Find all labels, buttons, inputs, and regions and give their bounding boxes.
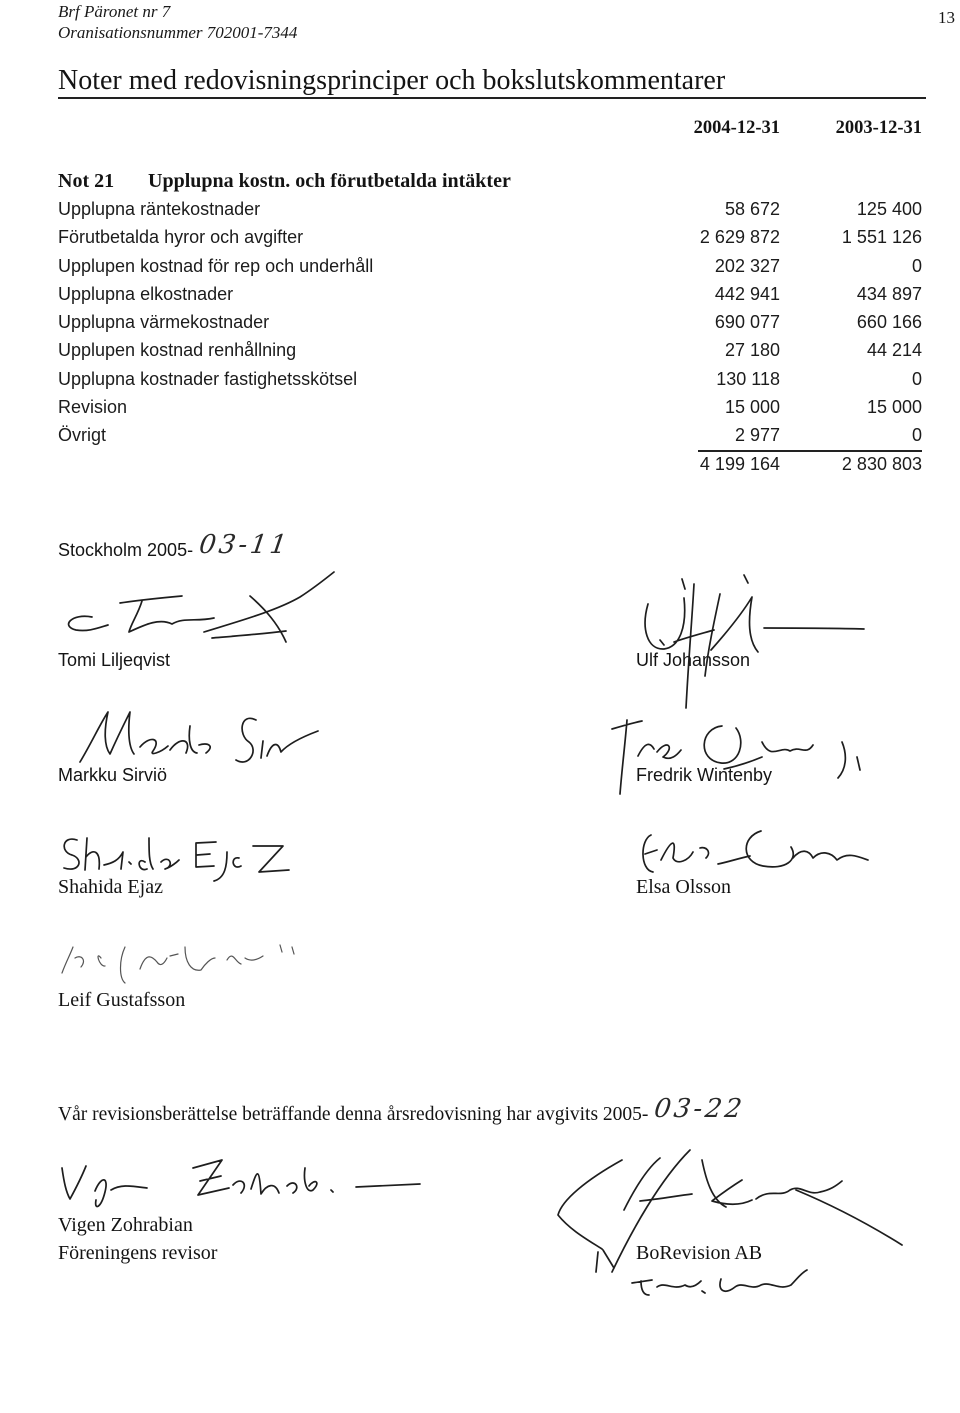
sum-line (698, 450, 922, 452)
total-row (58, 450, 922, 478)
value-current: 2 977 (734, 425, 780, 446)
value-previous: 0 (911, 368, 922, 389)
signatory-name: Leif Gustafsson (58, 989, 186, 1011)
audit-statement (58, 1094, 747, 1127)
column-header-row (58, 114, 922, 142)
value-current: 130 118 (716, 368, 780, 389)
note-heading (58, 167, 922, 195)
row-label: Övrigt (58, 425, 107, 446)
value-current: 442 941 (714, 283, 780, 304)
value-current: 2 629 872 (699, 227, 780, 248)
signatory-name: Shahida Ejaz (58, 876, 163, 898)
handwritten-date: 03-22 (652, 1094, 747, 1124)
signature-tomi-liljeqvist (69, 572, 334, 642)
value-current: 202 327 (714, 255, 780, 276)
table-row (58, 393, 922, 421)
row-label: Upplupna kostnader fastighetsskötsel (58, 368, 358, 389)
handwritten-date: 03-11 (197, 530, 292, 560)
signatory-name: Elsa Olsson (636, 876, 731, 898)
value-previous: 0 (911, 425, 922, 446)
note-number: Not 21 (58, 170, 115, 192)
value-current: 690 077 (714, 312, 780, 333)
auditor-role: Föreningens revisor (58, 1242, 218, 1264)
note-heading-row (58, 167, 922, 195)
value-previous: 660 166 (856, 312, 922, 333)
column-headers (58, 114, 922, 142)
page-number: 13 (938, 8, 955, 27)
value-previous: 15 000 (866, 397, 922, 418)
table-row (58, 336, 922, 364)
value-current: 15 000 (724, 397, 780, 418)
note-title: Upplupna kostn. och förutbetalda intäkter (148, 170, 511, 192)
row-label: Upplupna räntekostnader (58, 199, 261, 219)
place-date-text: Stockholm 2005- (58, 540, 194, 560)
audit-firm-name: BoRevision AB (636, 1242, 763, 1264)
row-label: Upplupna elkostnader (58, 283, 234, 304)
row-label: Upplupen kostnad för rep och underhåll (58, 255, 374, 276)
column-header-spacer (58, 114, 620, 142)
value-previous: 434 897 (856, 283, 922, 304)
signature-ulf-johansson (645, 575, 864, 708)
organisation-number: Oranisationsnummer 702001-7344 (58, 23, 298, 42)
table-row (58, 421, 922, 449)
row-label: Förutbetalda hyror och avgifter (58, 227, 304, 248)
table-row (58, 223, 922, 251)
total-previous: 2 830 803 (841, 453, 922, 474)
table-row (58, 195, 922, 223)
signature-borevision (558, 1150, 902, 1295)
column-header-current: 2004-12-31 (693, 118, 780, 138)
signature-leif-gustafsson (62, 945, 294, 983)
value-current: 27 180 (724, 340, 780, 361)
place-date (58, 530, 292, 562)
row-label: Upplupen kostnad renhållning (58, 340, 297, 361)
signature-markku-sirvio (80, 712, 318, 762)
value-previous: 44 214 (866, 340, 922, 361)
signatory-name: Fredrik Wintenby (636, 765, 773, 785)
signatory-name: Tomi Liljeqvist (58, 650, 171, 670)
value-previous: 1 551 126 (841, 227, 922, 248)
row-label: Revision (58, 397, 128, 418)
signatory-name: Ulf Johansson (636, 650, 751, 670)
signature-elsa-olsson (643, 831, 868, 872)
auditor-name: Vigen Zohrabian (58, 1214, 193, 1236)
signature-vigen-zohrabian (62, 1160, 420, 1207)
page-title: Noter med redovisningsprinciper och bokslutskommentarer (58, 65, 726, 96)
table-row (58, 365, 922, 393)
table-row (58, 308, 922, 336)
association-name: Brf Päronet nr 7 (58, 2, 171, 21)
signatory-name: Markku Sirviö (58, 765, 168, 785)
title-underline (58, 97, 926, 99)
total-label-spacer (58, 450, 620, 478)
value-previous: 125 400 (856, 199, 922, 219)
audit-statement-text: Vår revisionsberättelse beträffande denna årsredovisning har avgivits 2005- (58, 1104, 649, 1125)
table-row (58, 280, 922, 308)
value-previous: 0 (911, 255, 922, 276)
row-label: Upplupna värmekostnader (58, 312, 270, 333)
total-current: 4 199 164 (699, 453, 780, 474)
column-header-previous: 2003-12-31 (835, 118, 922, 138)
value-current: 58 672 (724, 199, 780, 219)
note-table (58, 195, 922, 478)
table-row (58, 252, 922, 280)
